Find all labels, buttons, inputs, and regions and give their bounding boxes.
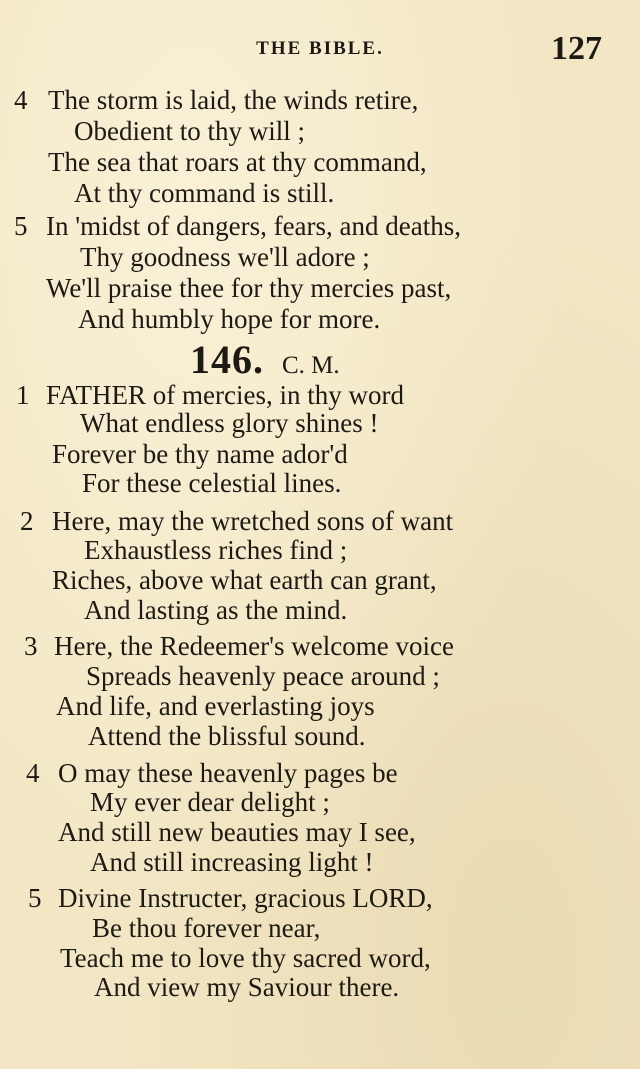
verse-line: And still new beauties may I see,	[58, 817, 416, 847]
stanza-number: 5	[28, 883, 42, 913]
verse-line: What endless glory shines !	[80, 408, 379, 438]
stanza-number: 5	[14, 211, 28, 241]
stanza-number: 3	[24, 631, 38, 661]
running-title: THE BIBLE.	[256, 38, 384, 59]
stanza-number: 4	[26, 758, 40, 788]
verse-line: Here, may the wretched sons of want	[52, 506, 454, 536]
verse-line: Teach me to love thy sacred word,	[60, 943, 431, 973]
page-number: 127	[551, 30, 602, 67]
verse-line: And still increasing light !	[90, 847, 374, 877]
verse-line: In 'midst of dangers, fears, and deaths,	[46, 211, 461, 241]
verse-line: Forever be thy name ador'd	[52, 439, 348, 469]
verse-line: The sea that roars at thy command,	[48, 147, 427, 177]
verse-line: And humbly hope for more.	[78, 304, 381, 334]
verse-line: Exhaustless riches find ;	[84, 535, 348, 565]
verse-line: Be thou forever near,	[92, 913, 321, 943]
verse-line: Here, the Redeemer's welcome voice	[54, 631, 454, 661]
stanza-number: 2	[20, 506, 34, 536]
verse-line: And life, and everlasting joys	[56, 691, 375, 721]
stanza-number: 4	[14, 85, 28, 115]
verse-line: And lasting as the mind.	[84, 595, 348, 625]
hymn-meter: C. M.	[282, 352, 340, 379]
verse-line: FATHER of mercies, in thy word	[46, 380, 404, 410]
hymn-heading	[190, 336, 340, 383]
verse-line: Divine Instructer, gracious LORD,	[58, 883, 433, 913]
verse-line: O may these heavenly pages be	[58, 758, 398, 788]
verse-line: And view my Saviour there.	[94, 972, 400, 1002]
verse-line: My ever dear delight ;	[90, 787, 330, 817]
verse-line: The storm is laid, the winds retire,	[48, 85, 419, 115]
verse-line: We'll praise thee for thy mercies past,	[46, 273, 452, 303]
verse-line: Spreads heavenly peace around ;	[86, 661, 440, 691]
verse-line: Riches, above what earth can grant,	[52, 565, 437, 595]
verse-line: For these celestial lines.	[82, 468, 342, 498]
verse-line: Obedient to thy will ;	[74, 116, 305, 146]
verse-line: Thy goodness we'll adore ;	[80, 242, 370, 272]
stanza-number: 1	[16, 380, 30, 410]
verse-line: Attend the blissful sound.	[88, 721, 366, 751]
hymn-number: 146.	[190, 337, 264, 382]
verse-line: At thy command is still.	[74, 178, 335, 208]
